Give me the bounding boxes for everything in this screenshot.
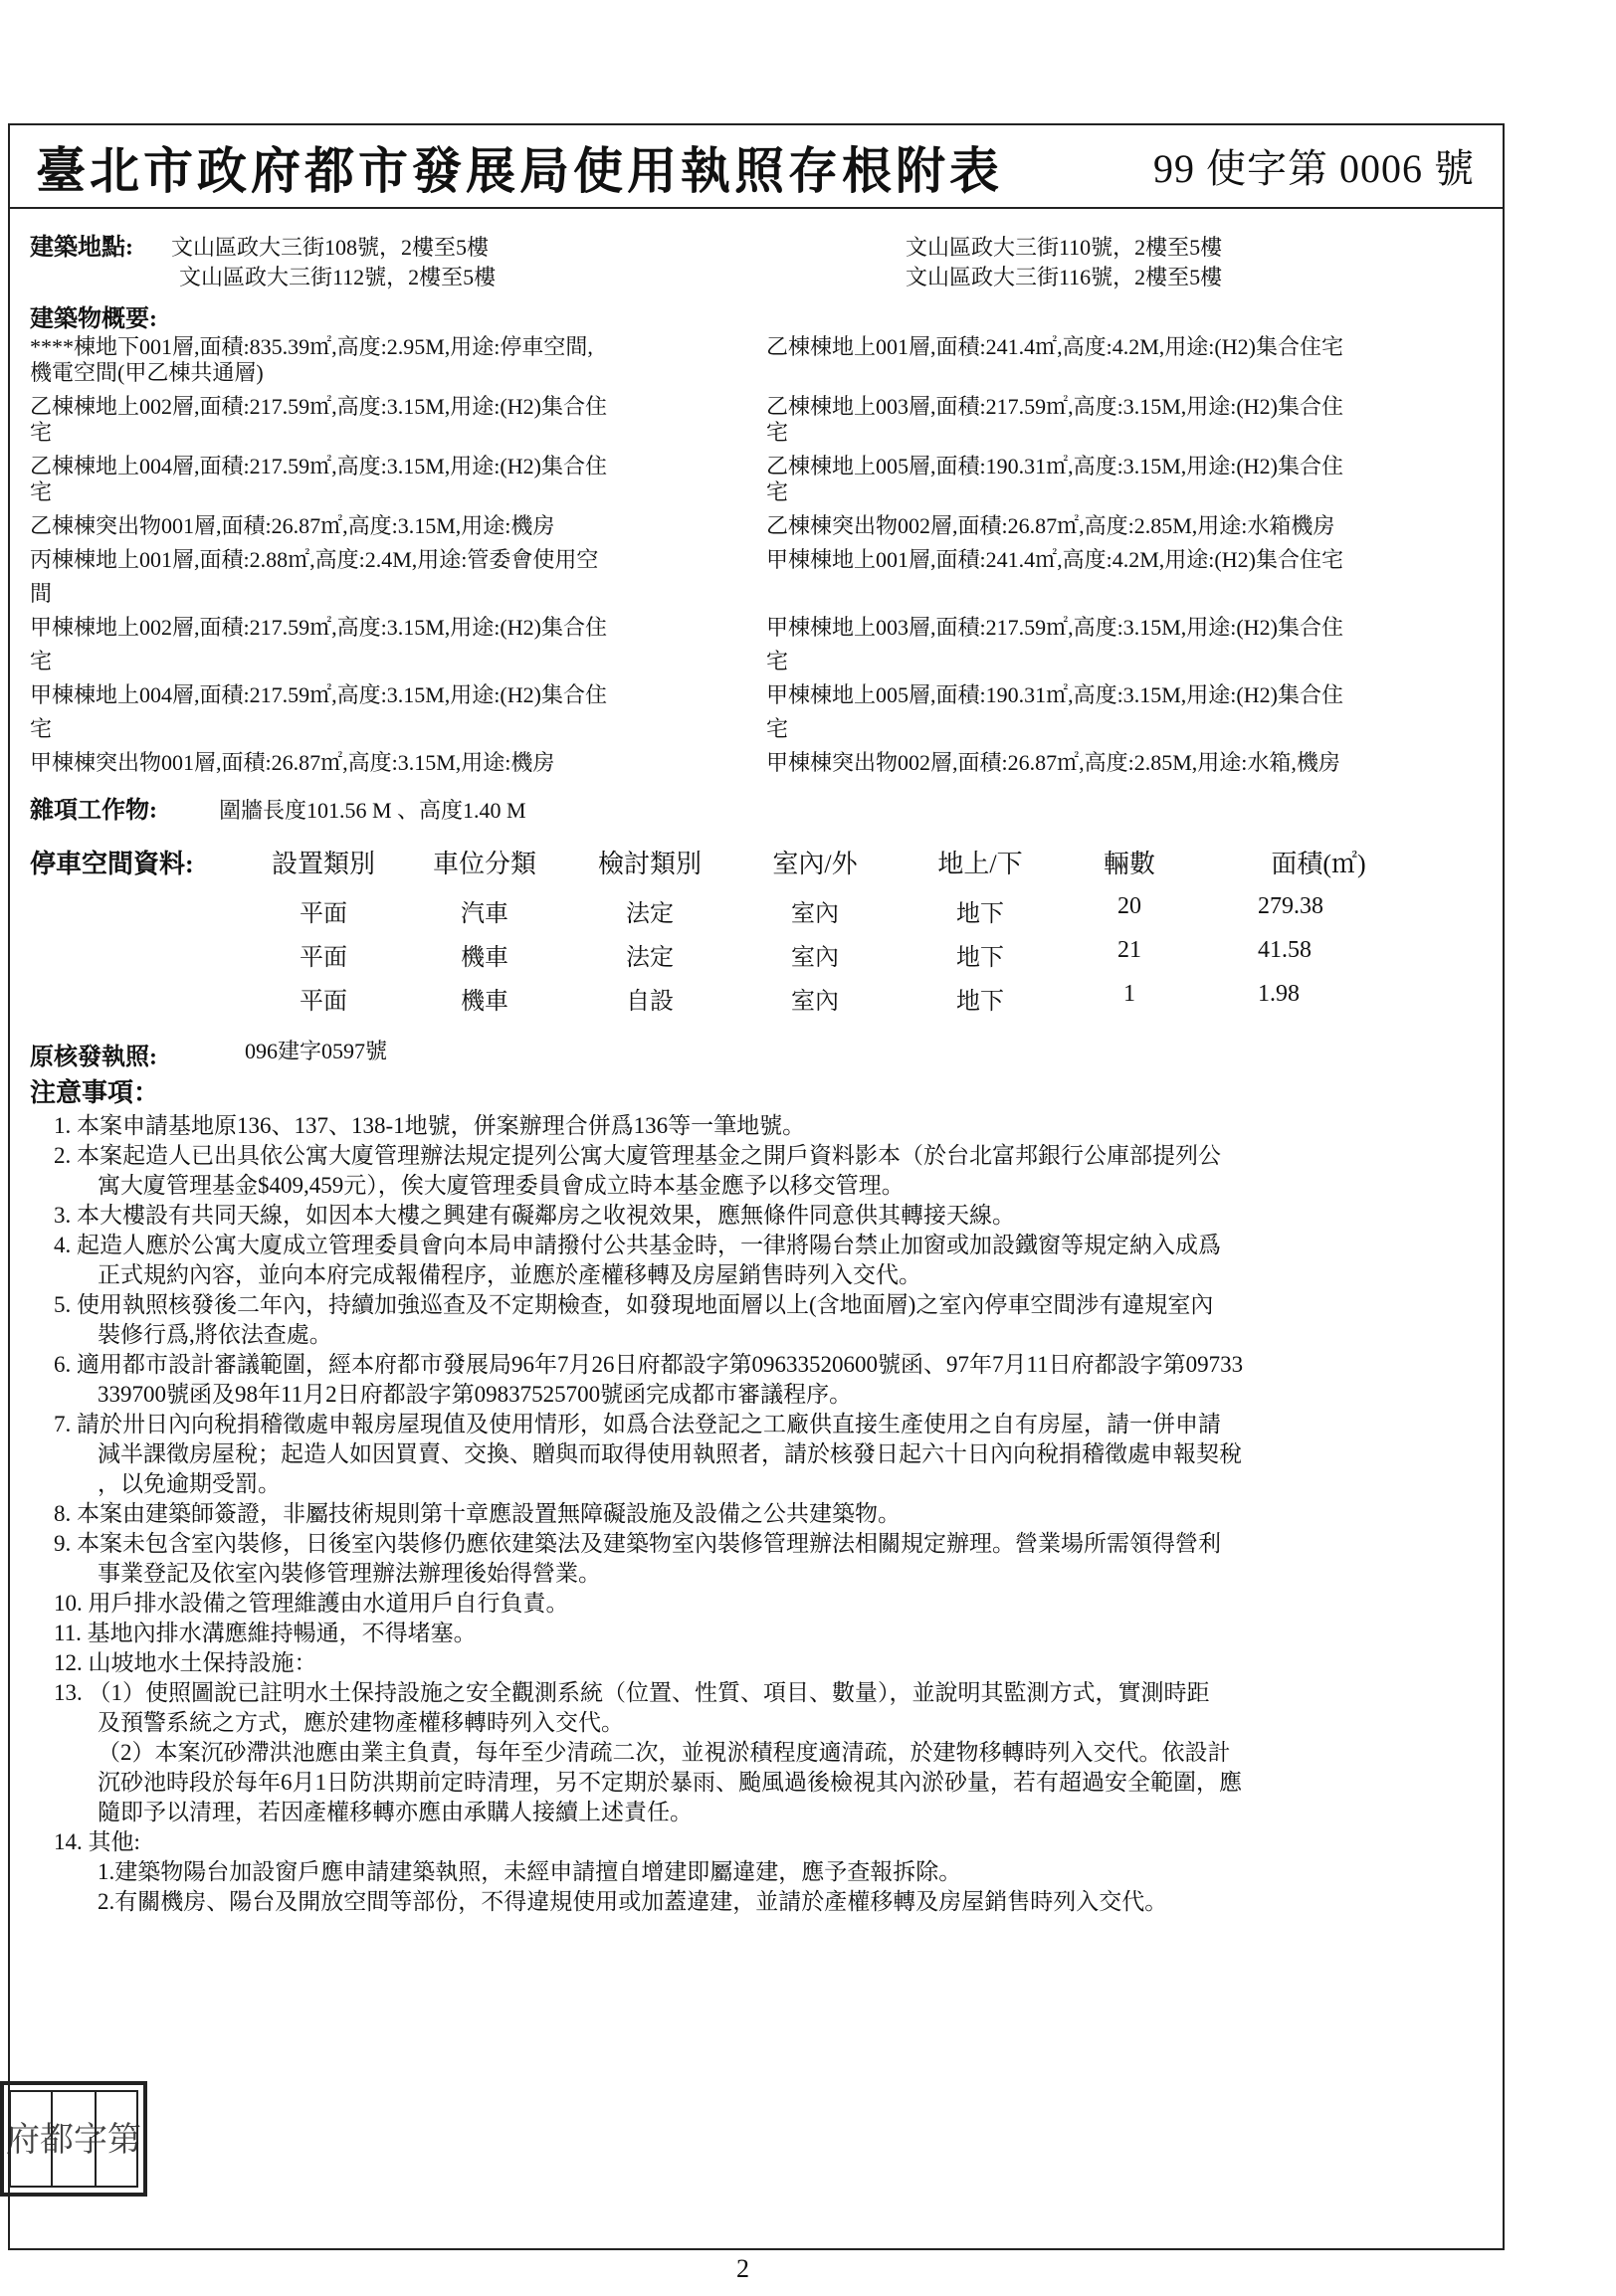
notes-label: 注意事項： (30, 1078, 160, 1107)
building-line-left: 宅 (30, 479, 53, 504)
parking-cell: 1.98 (1258, 981, 1300, 1007)
parking-header: 室內/外 (772, 850, 858, 878)
parking-cell: 41.58 (1258, 937, 1312, 963)
note-line: 13. （1）使照圖說已註明水土保持設施之安全觀測系統（位置、性質、項目、數量），並說明其監測方式，實測時距 (54, 1680, 1210, 1705)
address-2: 文山區政大三街110號，2樓至5樓 (906, 235, 1223, 260)
parking-cell: 機車 (461, 989, 508, 1015)
parking-cell: 279.38 (1258, 893, 1323, 919)
original-permit-value: 096建字0597號 (245, 1039, 388, 1063)
svg-text:府都字第: 府都字第 (6, 2122, 141, 2159)
note-line: 339700號函及98年11月2日府都設字第09837525700號函完成都市審議程序。 (98, 1382, 853, 1407)
note-line: 裝修行爲,將依法查處。 (98, 1322, 332, 1347)
building-line-left: 宅 (30, 716, 53, 741)
building-line-right: 乙棟棟地上003層,面積:217.59㎡,高度:3.15M,用途:(H2)集合住 (766, 394, 1343, 419)
note-line: 沉砂池時段於每年6月1日防洪期前定時清理，另不定期於暴雨、颱風過後檢視其內淤砂量，若有超過安全範圍，應 (98, 1770, 1242, 1795)
parking-cell: 自設 (626, 989, 674, 1015)
note-line: 1.建築物陽台加設窗戶應申請建築執照，未經申請擅自增建即屬違建，應予查報拆除。 (98, 1859, 962, 1884)
note-line: 2. 本案起造人已出具依公寓大廈管理辦法規定提列公寓大廈管理基金之開戶資料影本（於台北富邦銀行公庫部提列公 (54, 1143, 1221, 1168)
building-line-left: 甲棟棟突出物001層,面積:26.87㎡,高度:3.15M,用途:機房 (30, 750, 555, 775)
building-line-right: 乙棟棟地上005層,面積:190.31㎡,高度:3.15M,用途:(H2)集合住 (766, 454, 1343, 478)
building-line-left: 甲棟棟地上002層,面積:217.59㎡,高度:3.15M,用途:(H2)集合住 (30, 615, 607, 640)
building-line-right: 宅 (766, 716, 789, 741)
parking-header: 車位分類 (432, 850, 536, 878)
parking-cell: 平面 (300, 989, 347, 1015)
note-line: 寓大廈管理基金$409,459元），俟大廈管理委員會成立時本基金應予以移交管理。 (98, 1173, 905, 1198)
parking-cell: 室內 (791, 989, 839, 1015)
document-header (10, 125, 1503, 209)
parking-cell: 21 (1117, 937, 1141, 963)
misc-label: 雜項工作物: (30, 798, 157, 824)
parking-header: 檢討類別 (597, 850, 702, 878)
parking-cell: 20 (1117, 893, 1141, 919)
building-line-right: 宅 (766, 649, 789, 673)
note-line: ，以免逾期受罰。 (98, 1471, 281, 1496)
building-label: 建築物概要: (30, 306, 157, 332)
note-line: 7. 請於卅日內向稅捐稽徵處申報房屋現值及使用情形，如爲合法登記之工廠供直接生產使用之自有房屋，請一併申請 (54, 1412, 1221, 1436)
building-line-right: 乙棟棟地上001層,面積:241.4㎡,高度:4.2M,用途:(H2)集合住宅 (766, 334, 1343, 359)
building-line-left: 乙棟棟突出物001層,面積:26.87㎡,高度:3.15M,用途:機房 (30, 513, 555, 538)
original-permit-label: 原核發執照: (30, 1045, 157, 1070)
parking-cell: 平面 (300, 901, 347, 927)
parking-cell: 1 (1123, 981, 1135, 1007)
parking-cell: 室內 (791, 901, 839, 927)
note-line: 9. 本案未包含室內裝修，日後室內裝修仍應依建築法及建築物室內裝修管理辦法相關規定辦理。營業場所需領得營利 (54, 1531, 1221, 1556)
document-title: 臺北市政府都市發展局使用執照存根附表 (36, 143, 1003, 199)
note-line: 事業登記及依室內裝修管理辦法辦理後始得營業。 (98, 1561, 601, 1586)
misc-value: 圍牆長度101.56 M 、高度1.40 M (219, 798, 526, 823)
page-number: 2 (736, 2254, 749, 2283)
building-line-right: 宅 (766, 420, 789, 445)
document-frame (8, 123, 1505, 2250)
note-line: 及預警系統之方式，應於建物產權移轉時列入交代。 (98, 1710, 624, 1735)
building-line-left: 甲棟棟地上004層,面積:217.59㎡,高度:3.15M,用途:(H2)集合住 (30, 682, 607, 707)
building-line-right: 甲棟棟地上001層,面積:241.4㎡,高度:4.2M,用途:(H2)集合住宅 (766, 547, 1343, 572)
parking-label: 停車空間資料: (30, 850, 194, 878)
note-line: 5. 使用執照核發後二年內，持續加強巡查及不定期檢查，如發現地面層以上(含地面層)之室內停車空間涉有違規室內 (54, 1292, 1214, 1317)
note-line: 1. 本案申請基地原136、137、138-1地號，併案辦理合併爲136等一筆地號。 (54, 1113, 806, 1138)
building-line-left: 乙棟棟地上002層,面積:217.59㎡,高度:3.15M,用途:(H2)集合住 (30, 394, 607, 419)
parking-cell: 地下 (956, 901, 1004, 927)
building-line-left: 宅 (30, 649, 53, 673)
permit-number: 99 使字第 0006 號 (1153, 146, 1475, 191)
building-line-left: ****棟地下001層,面積:835.39㎡,高度:2.95M,用途:停車空間, (30, 334, 593, 359)
building-line-right: 宅 (766, 479, 789, 504)
parking-cell: 汽車 (461, 901, 508, 927)
parking-header: 輛數 (1103, 850, 1155, 878)
parking-cell: 地下 (956, 989, 1004, 1015)
note-line: 14. 其他: (54, 1829, 140, 1854)
note-line: 3. 本大樓設有共同天線，如因本大樓之興建有礙鄰房之收視效果，應無條件同意供其轉接天線。 (54, 1203, 1015, 1228)
building-line-left: 乙棟棟地上004層,面積:217.59㎡,高度:3.15M,用途:(H2)集合住 (30, 454, 607, 478)
building-line-left: 宅 (30, 420, 53, 445)
note-line: 正式規約內容，並向本府完成報備程序，並應於產權移轉及房屋銷售時列入交代。 (98, 1262, 921, 1287)
location-label: 建築地點: (30, 235, 133, 261)
note-line: 12. 山坡地水土保持設施： (54, 1650, 317, 1675)
parking-cell: 平面 (300, 945, 347, 971)
note-line: 隨即予以清理，若因產權移轉亦應由承購人接續上述責任。 (98, 1800, 693, 1824)
address-4: 文山區政大三街116號，2樓至5樓 (906, 265, 1223, 289)
parking-cell: 機車 (461, 945, 508, 971)
building-line-right: 乙棟棟突出物002層,面積:26.87㎡,高度:2.85M,用途:水箱機房 (766, 513, 1335, 538)
building-line-right: 甲棟棟地上005層,面積:190.31㎡,高度:3.15M,用途:(H2)集合住 (766, 682, 1343, 707)
building-line-right: 甲棟棟地上003層,面積:217.59㎡,高度:3.15M,用途:(H2)集合住 (766, 615, 1343, 640)
note-line: （2）本案沉砂滯洪池應由業主負責，每年至少清疏二次，並視淤積程度適清疏，於建物移轉時列入交代。依設計 (98, 1740, 1231, 1765)
official-seal (0, 2079, 149, 2199)
note-line: 2.有關機房、陽台及開放空間等部份，不得違規使用或加蓋違建，並請於產權移轉及房屋銷售時列入交代。 (98, 1889, 1168, 1914)
building-line-left: 間 (30, 581, 53, 606)
building-line-left: 機電空間(甲乙棟共通層) (30, 360, 264, 385)
parking-cell: 法定 (626, 901, 674, 927)
note-line: 減半課徵房屋稅；起造人如因買賣、交換、贈與而取得使用執照者，請於核發日起六十日內向稅捐稽徵處申報契稅 (98, 1441, 1242, 1466)
parking-cell: 地下 (956, 945, 1004, 971)
parking-header: 地上/下 (937, 850, 1023, 878)
building-line-right: 甲棟棟突出物002層,面積:26.87㎡,高度:2.85M,用途:水箱,機房 (766, 750, 1340, 775)
note-line: 11. 基地內排水溝應維持暢通，不得堵塞。 (54, 1621, 477, 1645)
note-line: 10. 用戶排水設備之管理維護由水道用戶自行負責。 (54, 1591, 569, 1616)
parking-header: 設置類別 (271, 850, 375, 878)
building-line-left: 丙棟棟地上001層,面積:2.88㎡,高度:2.4M,用途:管委會使用空 (30, 547, 599, 572)
parking-cell: 室內 (791, 945, 839, 971)
note-line: 8. 本案由建築師簽證，非屬技術規則第十章應設置無障礙設施及設備之公共建築物。 (54, 1501, 901, 1526)
note-line: 6. 適用都市設計審議範圍，經本府都市發展局96年7月26日府都設字第09633520600號函、97年7月11日府都設字第09733 (54, 1352, 1244, 1377)
address-3: 文山區政大三街112號，2樓至5樓 (179, 265, 497, 289)
parking-header: 面積(㎡) (1271, 850, 1366, 878)
note-line: 4. 起造人應於公寓大廈成立管理委員會向本局申請撥付公共基金時，一律將陽台禁止加窗或加設鐵窗等規定納入成爲 (54, 1233, 1221, 1257)
parking-cell: 法定 (626, 945, 674, 971)
address-1: 文山區政大三街108號，2樓至5樓 (171, 235, 490, 260)
